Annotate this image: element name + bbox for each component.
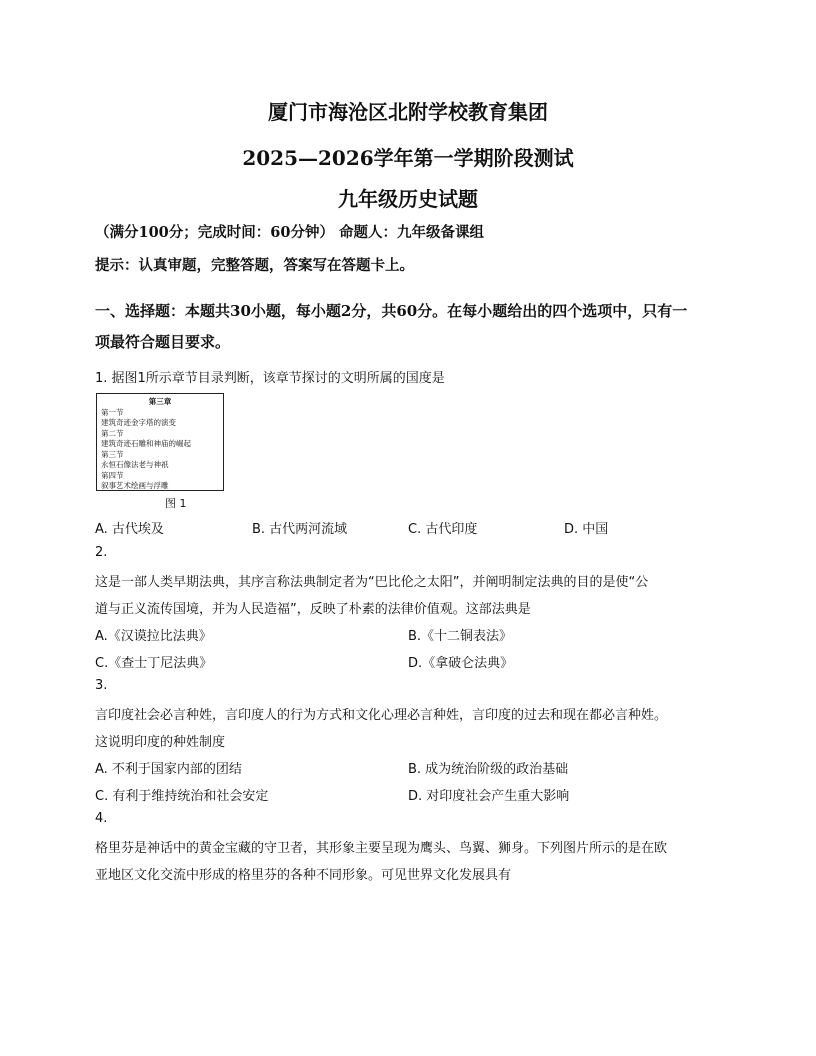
q2-option-b[interactable]: B.《十二铜表法》 [408,629,513,644]
figure-line: 建筑奇迹金字塔的演变 [101,418,176,427]
section-heading-line2: 项最符合题目要求。 [95,333,231,351]
q1-option-d[interactable]: D. 中国 [564,522,609,537]
figure-line: 第三节 [101,449,124,459]
q1-stem: 1. 据图1所示章节目录判断，该章节探讨的文明所属的国度是 [95,371,445,386]
figure-line: 第四节 [101,470,124,480]
q3-stem-line2: 这说明印度的种姓制度 [95,735,226,750]
q3-number: 3. [95,678,108,693]
q4-stem-line2: 亚地区文化交流中形成的格里芬的各种不同形象。可见世界文化发展具有 [95,868,512,883]
figure-line: 第二节 [101,428,124,438]
q2-stem-line1: 这是一部人类早期法典，其序言称法典制定者为“巴比伦之太阳”，并阐明制定法典的目的是使“公 [95,575,649,590]
q1-figure [96,393,224,491]
q1-option-c[interactable]: C. 古代印度 [408,522,478,537]
figure-line: 叙事艺术绘画与浮雕 [101,481,169,490]
figure-line: 永恒石像法老与神祇 [101,460,169,469]
q3-option-a[interactable]: A. 不利于国家内部的团结 [95,762,242,777]
q3-option-c[interactable]: C. 有利于维持统治和社会安定 [95,789,269,804]
figure-chapter-title: 第三章 [148,397,172,406]
q1-option-b[interactable]: B. 古代两河流域 [252,522,348,537]
figure-line: 建筑奇迹石雕和神庙的崛起 [101,439,191,448]
q4-number: 4. [95,811,108,826]
term-title: 2025—2026学年第一学期阶段测试 [242,146,574,170]
exam-tip: 提示：认真审题，完整答题，答案写在答题卡上。 [95,257,414,274]
q2-stem-line2: 道与正义流传国境，并为人民造福”，反映了朴素的法律价值观。这部法典是 [95,602,531,617]
q2-number: 2. [95,545,108,560]
subject-title: 九年级历史试题 [338,187,478,211]
exam-info: （满分100分；完成时间：60分钟） 命题人：九年级备课组 [95,224,484,241]
q2-option-a[interactable]: A.《汉谟拉比法典》 [95,629,212,644]
figure-caption: 图 1 [165,497,187,510]
q3-stem-line1: 言印度社会必言种姓，言印度人的行为方式和文化心理必言种姓，言印度的过去和现在都必言种姓。 [95,708,668,723]
q1-option-a[interactable]: A. 古代埃及 [95,522,164,537]
q2-option-c[interactable]: C.《查士丁尼法典》 [95,656,213,671]
q3-option-d[interactable]: D. 对印度社会产生重大影响 [408,789,570,804]
figure-line: 第一节 [101,407,124,417]
q4-stem-line1: 格里芬是神话中的黄金宝藏的守卫者，其形象主要呈现为鹰头、鸟翼、狮身。下列图片所示的是在欧 [95,841,668,856]
q3-option-b[interactable]: B. 成为统治阶级的政治基础 [408,762,569,777]
section-heading-line1: 一、选择题：本题共30小题，每小题2分，共60分。在每小题给出的四个选项中，只有一 [95,302,688,320]
school-title: 厦门市海沧区北附学校教育集团 [268,100,548,124]
q2-option-d[interactable]: D.《拿破仑法典》 [408,656,514,671]
